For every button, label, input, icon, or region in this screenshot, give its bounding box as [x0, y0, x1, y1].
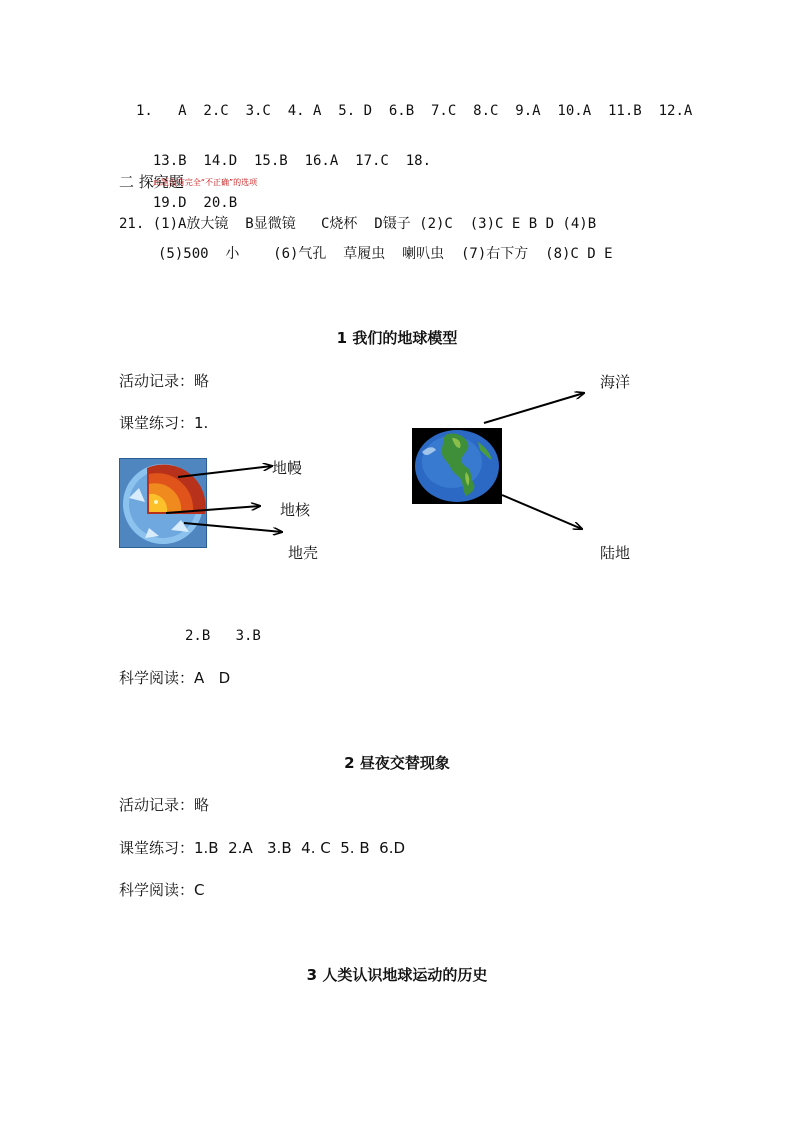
answer-line-2-prefix: 13.B 14.D 15.B 16.A 17.C 18.: [152, 153, 432, 169]
section-heading-inquiry: 二 探究题: [119, 173, 184, 191]
lesson-2-reading: 科学阅读：C: [119, 881, 205, 899]
answer-line-1: 1. A 2.C 3.C 4. A 5. D 6.B 7.C 8.C 9.A 10.A 11.B 12.A: [136, 103, 693, 119]
lesson-1-activity: 活动记录：略: [119, 372, 210, 390]
lesson-1-title: 1 我们的地球模型: [336, 329, 458, 347]
q21-line-1: 21. (1)A放大镜 B显微镜 C烧杯 D镊子 (2)C (3)C E B D (4)B: [119, 216, 597, 232]
earth-layers-arrows: [140, 455, 290, 545]
answer-line-2-suffix: 19.D 20.B: [152, 195, 238, 211]
label-mantle: 地幔: [272, 459, 303, 477]
answer-18-note: 此题没有完全“不正确”的选项: [152, 178, 258, 187]
label-ocean: 海洋: [600, 373, 631, 391]
globe-arrows: [480, 385, 590, 535]
label-core: 地核: [280, 501, 311, 519]
q21-line-2: (5)500 小 (6)气孔 草履虫 喇叭虫 (7)右下方 (8)C D E: [158, 246, 613, 262]
lesson-2-activity: 活动记录：略: [119, 796, 210, 814]
label-crust: 地壳: [288, 544, 319, 562]
lesson-1-reading: 科学阅读：A D: [119, 669, 231, 687]
label-land: 陆地: [600, 544, 631, 562]
lesson-2-title: 2 昼夜交替现象: [344, 754, 450, 772]
lesson-3-title: 3 人类认识地球运动的历史: [306, 966, 488, 984]
lesson-2-practice: 课堂练习：1.B 2.A 3.B 4. C 5. B 6.D: [119, 839, 406, 857]
lesson-1-practice: 课堂练习：1.: [119, 414, 209, 432]
lesson-1-practice-2: 2.B 3.B: [185, 628, 261, 644]
